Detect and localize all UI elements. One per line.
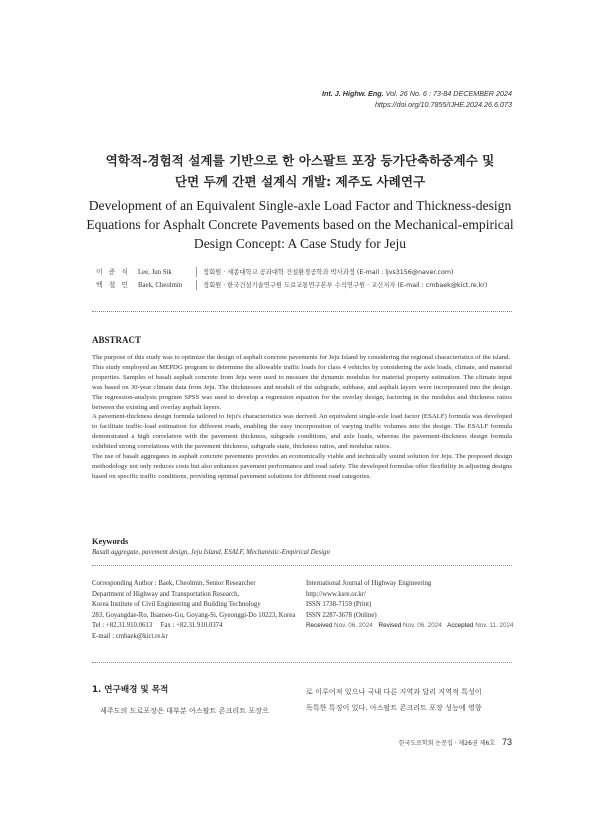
corresponding-line: Department of Highway and Transportation Research, xyxy=(92,590,240,598)
author-row xyxy=(96,279,487,292)
author-name-korean: 이 준 식 xyxy=(96,268,131,276)
doi-link[interactable]: https://doi.org/10.7855/IJHE.2024.26.6.073 xyxy=(374,100,512,109)
body-text-left: 제주도의 도로포장은 대부분 아스팔트 콘크리트 포장으 xyxy=(100,706,269,715)
dotted-divider xyxy=(92,662,512,663)
body-line: 로 이루어져 있으나 국내 다른 지역과 달리 지역적 특성이 xyxy=(306,687,482,696)
author-name-english: Lee, Jun Sik xyxy=(138,269,172,276)
english-title xyxy=(60,196,540,253)
page-number: 73 xyxy=(501,737,512,747)
author-name-english: Baek, Cheolmin xyxy=(138,282,183,289)
footer-journal-name: 한국도로학회 논문집 · 제26권 제6호 xyxy=(398,740,496,747)
body-line: 독특한 특징이 있다. 아스팔트 콘크리트 포장 성능에 영향 xyxy=(306,703,482,712)
journal-info-line: ISSN 2287-3678 (Online) xyxy=(306,611,377,619)
author-list xyxy=(96,266,487,292)
author-affiliation: 정회원 · 세종대학교 공과대학 건설환경공학과 박사과정 (E-mail : ljvs3156@naver.com) xyxy=(203,269,454,276)
korean-title-line-1: 역학적-경험적 설계를 기반으로 한 아스팔트 포장 등가단축하중계수 및 xyxy=(105,153,495,168)
korean-title-line-2: 단면 두께 간편 설계식 개발: 제주도 사례연구 xyxy=(174,174,426,189)
keywords-heading: Keywords xyxy=(92,537,129,546)
received-label: Received xyxy=(306,622,333,630)
corresponding-email: E-mail : cmbaek@kict.re.kr xyxy=(92,632,168,640)
journal-info-line: ISSN 1738-7159 (Print) xyxy=(306,601,372,609)
abstract-paragraph: The purpose of this study was to optimize the design of asphalt concrete pavements for Jeju Island by considering the regional characteristics of the island. xyxy=(92,354,511,361)
author-affiliation: 정회원 · 한국건설기술연구원 도로교통연구본부 수석연구원 · 교신저자 (E-mail : cmbaek@kict.re.kr) xyxy=(203,282,488,289)
abstract-paragraph: A pavement-thickness design formula tailored to Jeju's characteristics was derived. An equivalent single-axle load factor (ESALF) formula was developed to facilitate traffic-load estimation for different roads, enabling the easy incorporation of varying traffic volumes into the design. The ESALF formula demonstrated a high correlation with the pavement thickness, subgrade conditions, and axle loads, whereas the pavement-thickness design formula exhibited strong correlations with the pavement thickness, subgrade state, thickness ratios, and modulus ratios. xyxy=(92,413,512,451)
journal-url[interactable]: http://www.ksre.or.kr/ xyxy=(306,590,366,598)
volume-info: Vol. 26 No. 6 : 73-84 DECEMBER 2024 xyxy=(385,89,512,98)
keywords-text: Basalt aggregate, pavement design, Jeju Island, ESALF, Mechanistic-Empirical Design xyxy=(92,549,330,556)
journal-info-line: International Journal of Highway Engineering xyxy=(306,580,432,587)
corresponding-line: Tel : +82.31.910.0613 Fax : +82.31.910.0374 xyxy=(92,622,223,630)
section-heading: 1. 연구배경 및 목적 xyxy=(92,685,169,695)
revised-date: Nov. 06. 2024 xyxy=(403,622,442,630)
abstract-paragraph: The use of basalt aggregates in asphalt concrete pavements provides an economically viable and technically sound solution for Jeju. The proposed design methodology not only reduces costs but also enhances pavement performance and road safety. The developed formulas offer flexibility in adjusting designs based on specific traffic conditions, providing optimal pavement solutions for different road categories. xyxy=(92,453,512,480)
journal-abbreviation: Int. J. Highw. Eng. xyxy=(321,89,384,98)
abstract-heading: ABSTRACT xyxy=(92,335,142,345)
english-title-line-2: Equations for Asphalt Concrete Pavements based on the Mechanical-empirical xyxy=(86,217,514,232)
abstract-paragraph: This study employed an MEPDG program to determine the allowable traffic loads for class 4 vehicles by considering the axle loads, climate, and material properties. Samples of basalt asphalt concrete from Jeju were used to measure the dynamic modulus for material property estimation. The climate input was based on 30-year climate data from Jeju. The thicknesses and moduli of the subgrade, subbase, and asphalt layers were incorporated into the design. The regression-analysis program SPSS was used to develop a regression equation for the overlay design, factoring in the modulus and thickness ratios between the existing and overlay asphalt layers. xyxy=(92,363,512,411)
author-row xyxy=(96,266,487,279)
author-divider xyxy=(196,280,197,290)
english-title-line-1: Development of an Equivalent Single-axle Load Factor and Thickness-design xyxy=(88,198,512,213)
corresponding-author-block xyxy=(92,579,307,643)
corresponding-line: 283, Goyangdae-Ro, Ilsanseo-Gu, Goyang-Si, Gyeonggi-Do 10223, Korea xyxy=(92,611,296,619)
body-text-right xyxy=(306,684,521,716)
dotted-divider xyxy=(92,565,512,566)
author-name-korean: 백 철 민 xyxy=(96,281,131,289)
accepted-date: Nov. 11. 2024 xyxy=(475,622,514,630)
page-footer xyxy=(399,737,512,747)
revised-label: Revised xyxy=(378,622,402,630)
journal-info-block xyxy=(306,579,521,632)
journal-header xyxy=(322,88,512,110)
corresponding-line: Korea Institute of Civil Engineering and Building Technology xyxy=(92,601,261,609)
english-title-line-3: Design Concept: A Case Study for Jeju xyxy=(193,236,407,251)
abstract-body xyxy=(92,353,512,482)
received-date: Nov. 06. 2024 xyxy=(334,622,373,630)
accepted-label: Accepted xyxy=(447,622,474,630)
author-divider xyxy=(196,267,197,277)
submission-dates xyxy=(306,621,521,632)
corresponding-line: Corresponding Author : Baek, Cheolmin, Senior Researcher xyxy=(92,580,256,587)
dotted-divider xyxy=(92,311,512,312)
korean-title xyxy=(60,150,540,192)
